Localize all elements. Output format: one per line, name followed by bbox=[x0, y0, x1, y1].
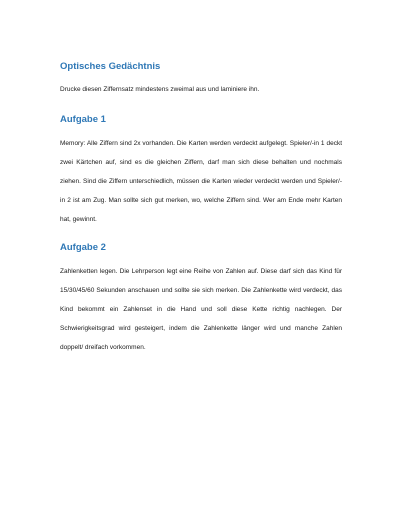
intro-instruction-text: Drucke diesen Ziffernsatz mindestens zweimal aus und laminiere ihn. bbox=[60, 86, 260, 93]
section-title-aufgabe-2: Aufgabe 2 bbox=[60, 242, 106, 253]
aufgabe-2-text: Zahlenketten legen. Die Lehrperson legt eine Reihe von Zahlen auf. Diese darf sich das Kind für 15/30/45/60 Sekunden anschauen und sollte sie sich merken. Die Zahlenkette wird verdeckt, das Kind bekommt ein Zahlenset in die Hand und soll diese Kette richtig nachlegen. Der Schwierigkeitsgrad wird gesteigert, indem die Zahlenkette länger wird und manche Zahlen doppelt/ dreifach vorkommen. bbox=[60, 268, 342, 351]
section-title-optisches-gedaechtnis: Optisches Gedächtnis bbox=[60, 61, 161, 72]
section-title-aufgabe-1: Aufgabe 1 bbox=[60, 114, 106, 125]
aufgabe-1-text: Memory: Alle Ziffern sind 2x vorhanden. Die Karten werden verdeckt aufgelegt. Spieler/-in 1 deckt zwei Kärtchen auf, sind es die gleichen Ziffern, darf man sich diese behalten und nochmals ziehen. Sind die Ziffern unterschiedlich, müssen die Karten wieder verdeckt werden und Spieler/-in 2 ist am Zug. Man sollte sich gut merken, wo, welche Ziffern sind. Wer am Ende mehr Karten hat, gewinnt. bbox=[60, 140, 342, 223]
